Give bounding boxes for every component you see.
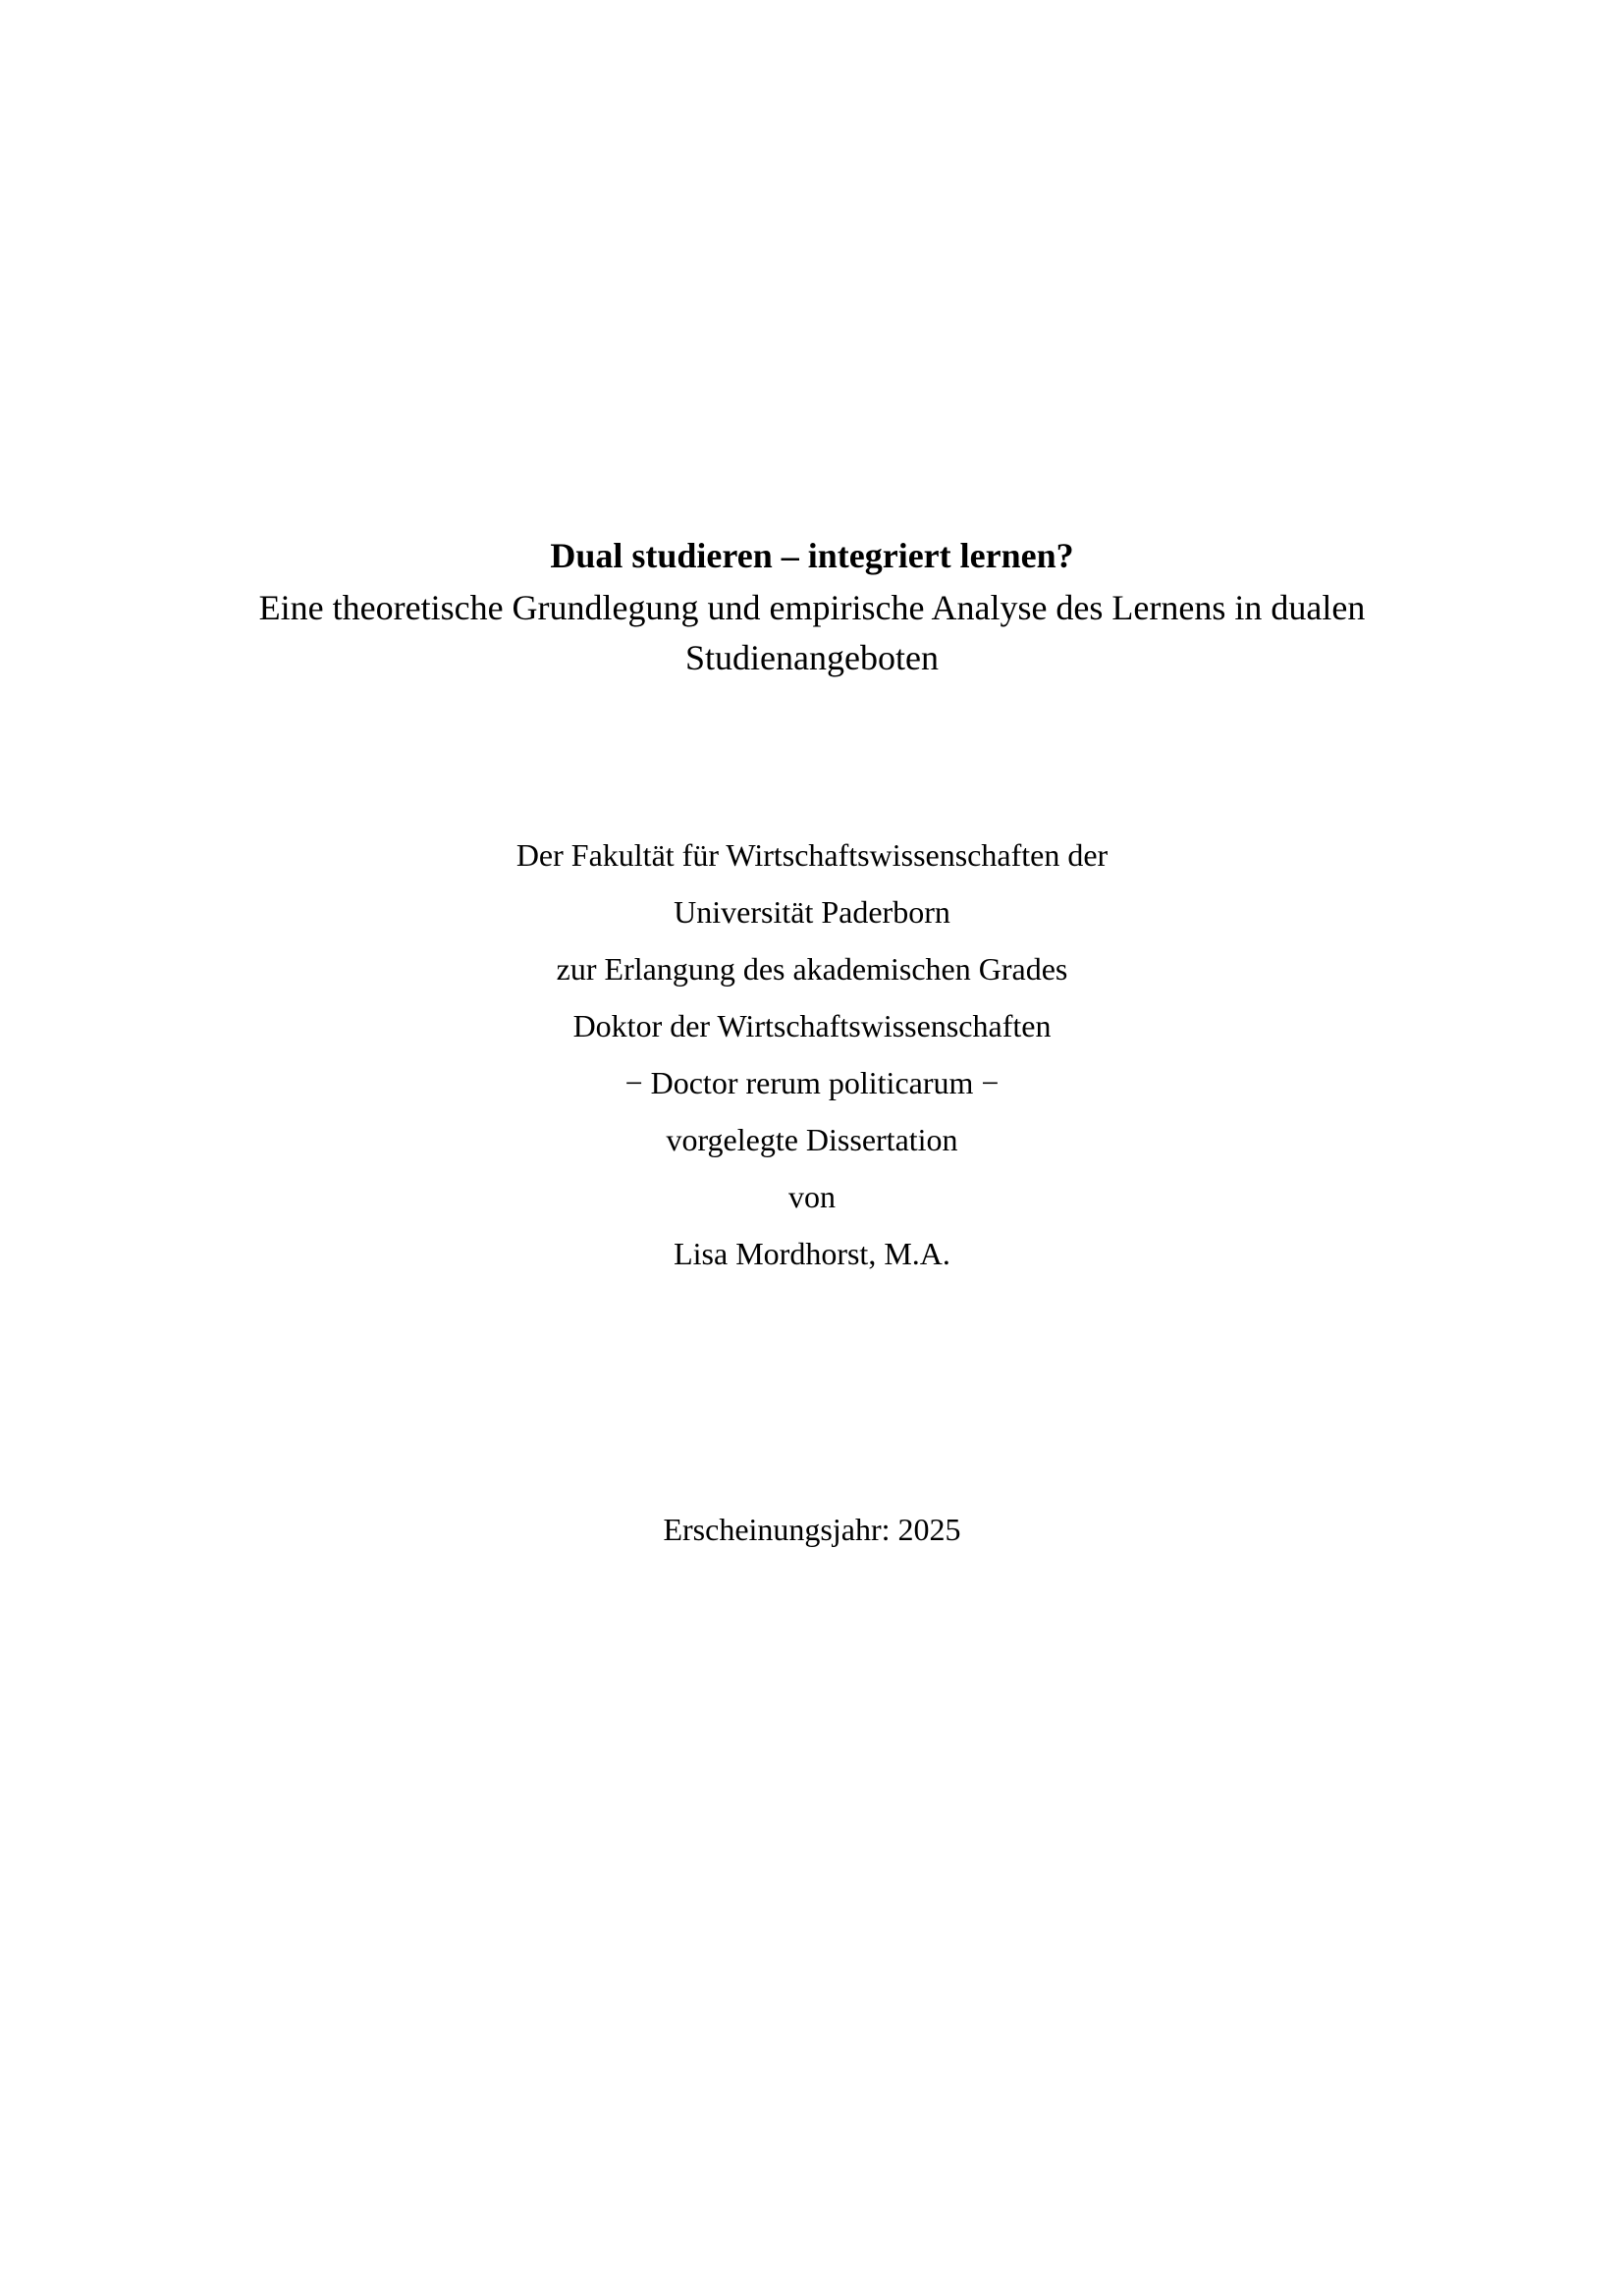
publication-year: Erscheinungsjahr: 2025 [663, 1512, 961, 1547]
university-line: Universität Paderborn [674, 894, 950, 930]
dissertation-line: vorgelegte Dissertation [666, 1122, 958, 1157]
author-name: Lisa Mordhorst, M.A. [674, 1236, 950, 1271]
degree-latin-line: − Doctor rerum politicarum − [624, 1065, 1000, 1100]
degree-line: Doktor der Wirtschaftswissenschaften [572, 1008, 1052, 1043]
title-block [0, 528, 1624, 683]
submission-info [0, 827, 1624, 1282]
document-subtitle: Eine theoretische Grundlegung und empirische Analyse des Lernens in dualen Studienangeboten [258, 588, 1366, 677]
degree-purpose-line: zur Erlangung des akademischen Grades [556, 951, 1068, 987]
document-title: Dual studieren – integriert lernen? [550, 536, 1074, 575]
by-line: von [788, 1179, 836, 1214]
faculty-line: Der Fakultät für Wirtschaftswissenschaften der [515, 837, 1109, 873]
